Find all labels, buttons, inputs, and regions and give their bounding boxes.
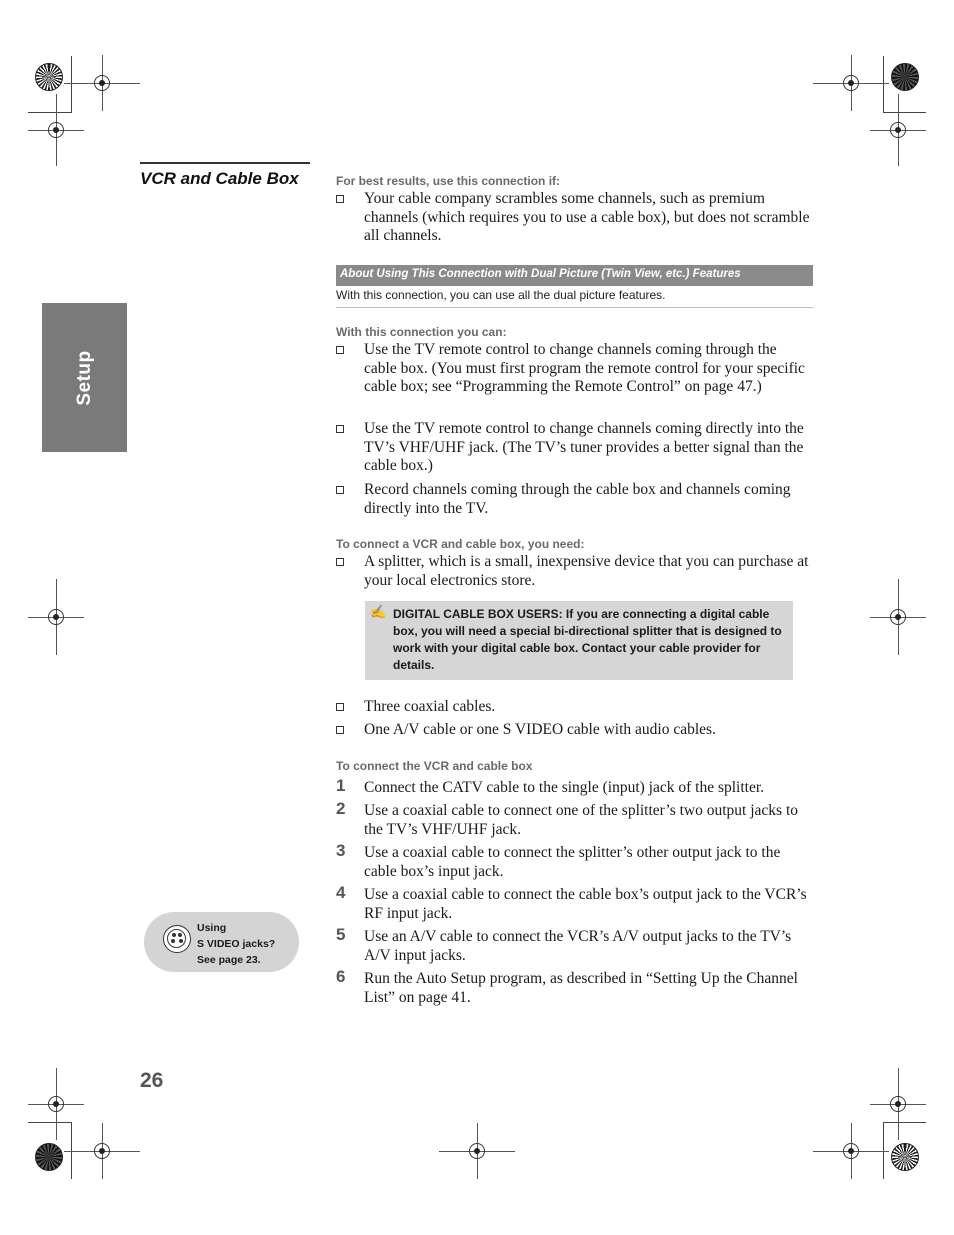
page-number: 26 bbox=[140, 1069, 164, 1092]
need-heading: To connect a VCR and cable box, you need: bbox=[336, 537, 585, 551]
checkbox-bullet-icon bbox=[336, 486, 344, 494]
step-number: 3 bbox=[336, 841, 346, 860]
step-item bbox=[336, 799, 813, 839]
dual-picture-banner bbox=[336, 265, 813, 286]
step-text: Run the Auto Setup program, as described in “Setting Up the Channel List” on page 41. bbox=[364, 970, 798, 1006]
step-item bbox=[336, 925, 813, 965]
list-item bbox=[336, 553, 813, 590]
note-text: DIGITAL CABLE BOX USERS: If you are connecting a digital cable box, you will need a special bi-directional splitter that is designed to work with your digital cable box. Contact your cable provider for details. bbox=[393, 607, 782, 672]
note-pencil-icon: ✍ bbox=[370, 604, 387, 619]
steps-heading: To connect the VCR and cable box bbox=[336, 759, 533, 773]
dual-picture-text: With this connection, you can use all the dual picture features. bbox=[336, 288, 666, 302]
list-item-text: Record channels coming through the cable box and channels coming directly into the TV. bbox=[364, 481, 791, 517]
step-item bbox=[336, 776, 813, 798]
side-tab-label: Setup bbox=[73, 349, 95, 406]
list-item-text: Your cable company scrambles some channels, such as premium channels (which requires you to use a cable box), but does not scramble all channels. bbox=[364, 190, 810, 245]
divider bbox=[336, 307, 813, 308]
step-item bbox=[336, 883, 813, 923]
step-item bbox=[336, 841, 813, 881]
section-side-tab bbox=[42, 303, 127, 452]
best-results-heading: For best results, use this connection if: bbox=[336, 174, 561, 188]
step-text: Use a coaxial cable to connect one of the splitter’s two output jacks to the TV’s VHF/UHF jack. bbox=[364, 802, 799, 838]
step-number: 6 bbox=[336, 967, 346, 986]
list-item-text: Use the TV remote control to change channels coming directly into the TV’s VHF/UHF jack. (The TV’s tuner provides a better signal than the cable box.) bbox=[364, 420, 804, 475]
step-number: 1 bbox=[336, 776, 346, 795]
svideo-tip-line: See page 23. bbox=[197, 954, 261, 966]
step-number: 4 bbox=[336, 883, 346, 902]
color-wheel-icon bbox=[891, 63, 919, 91]
crop-mark bbox=[28, 112, 71, 113]
svideo-tip-line: Using bbox=[197, 922, 227, 934]
step-item bbox=[336, 967, 813, 1007]
step-number: 5 bbox=[336, 925, 346, 944]
crop-mark bbox=[883, 112, 926, 113]
list-item-text: One A/V cable or one S VIDEO cable with audio cables. bbox=[364, 721, 716, 738]
list-item bbox=[336, 481, 813, 518]
checkbox-bullet-icon bbox=[336, 195, 344, 203]
color-wheel-icon bbox=[35, 63, 63, 91]
crop-mark bbox=[883, 1122, 926, 1123]
crop-mark bbox=[28, 1122, 71, 1123]
title-rule bbox=[140, 162, 310, 164]
checkbox-bullet-icon bbox=[336, 558, 344, 566]
list-item bbox=[336, 721, 813, 740]
step-text: Use a coaxial cable to connect the cable box’s output jack to the VCR’s RF input jack. bbox=[364, 886, 807, 922]
checkbox-bullet-icon bbox=[336, 703, 344, 711]
svideo-tip-line: S VIDEO jacks? bbox=[197, 938, 276, 950]
color-wheel-icon bbox=[891, 1143, 919, 1171]
crop-mark bbox=[883, 56, 884, 113]
list-item bbox=[336, 698, 813, 717]
svideo-tip bbox=[144, 912, 299, 972]
checkbox-bullet-icon bbox=[336, 425, 344, 433]
svideo-connector-icon bbox=[163, 925, 191, 953]
checkbox-bullet-icon bbox=[336, 726, 344, 734]
list-item-text: Three coaxial cables. bbox=[364, 698, 496, 715]
list-item bbox=[336, 190, 813, 246]
can-do-heading: With this connection you can: bbox=[336, 325, 507, 339]
dual-picture-heading: About Using This Connection with Dual Picture (Twin View, etc.) Features bbox=[340, 268, 741, 280]
section-title: VCR and Cable Box bbox=[140, 169, 299, 188]
crop-mark bbox=[71, 56, 72, 113]
list-item bbox=[336, 420, 813, 476]
step-number: 2 bbox=[336, 799, 346, 818]
checkbox-bullet-icon bbox=[336, 346, 344, 354]
step-text: Use an A/V cable to connect the VCR’s A/V output jacks to the TV’s A/V input jacks. bbox=[364, 928, 792, 964]
step-text: Use a coaxial cable to connect the splitter’s other output jack to the cable box’s input jack. bbox=[364, 844, 781, 880]
list-item-text: Use the TV remote control to change channels coming through the cable box. (You must first program the remote control for your specific cable box; see “Programming the Remote Control” on page 47.) bbox=[364, 341, 805, 396]
step-text: Connect the CATV cable to the single (input) jack of the splitter. bbox=[364, 779, 765, 796]
color-wheel-icon bbox=[35, 1143, 63, 1171]
list-item bbox=[336, 341, 813, 397]
svideo-tip-text bbox=[197, 920, 275, 968]
list-item-text: A splitter, which is a small, inexpensive device that you can purchase at your local electronics store. bbox=[364, 553, 809, 589]
note-box bbox=[365, 601, 793, 680]
